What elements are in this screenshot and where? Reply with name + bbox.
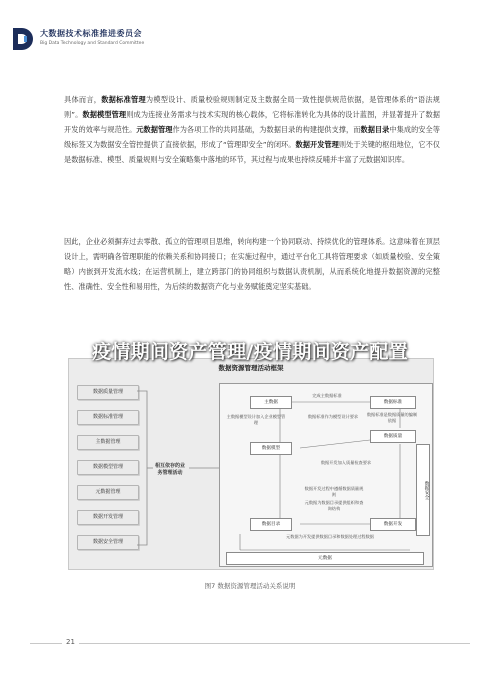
activity-quality: 数据质量管理	[77, 385, 139, 400]
paragraph1-text-1: 具体而言，	[64, 95, 102, 104]
node-data-standard: 数据标准	[370, 396, 416, 409]
framework-figure	[68, 358, 434, 570]
interdependent-activities-label: 相互依存的业务管理活动	[154, 463, 185, 476]
page-number: 21	[62, 638, 79, 646]
paragraph1-text-4: 作为各项工作的共同基础，为数据目录的构建提供支撑，而	[172, 125, 361, 134]
paragraph1-text-5: 中集成的安全等级标签又为数据安全管控提供了直接依据，形成了“管理即安全”的闭环。	[64, 125, 440, 149]
overlay-headline: 疫情期间资产管理/疫情期间资产配置	[91, 341, 409, 363]
figure-caption: 图7 数据资源管理活动关系说明	[204, 582, 296, 590]
organization-logo-icon	[10, 26, 36, 52]
note-master-standard: 完成主数据标准	[312, 393, 342, 398]
activity-metadata: 元数据管理	[77, 485, 139, 500]
note-metadata-catalog: 数据开发过程中遵循数据质量规则	[304, 486, 364, 497]
activity-security: 数据安全管理	[77, 535, 139, 550]
activity-relationship-diagram	[219, 383, 433, 567]
paragraph-management-system: 因此，企业必须摒弃过去零散、孤立的管理项目思维，转向构建一个协同联动、持续优化的管理体系。这意味着在顶层设计上，需明确各管理职能的依赖关系和协同接口；在实施过程中，通过平台化工具将管理要求（如质量校验、安全策略）内嵌到开发流水线；在运营机制上，建立跨部门的协同组织与数据认责机制，从而系统化地提升数据资源的完整性、准确性、安全性和易用性，为后续的数据资产化与业务赋能奠定坚实基础。	[64, 237, 440, 291]
note-model-design: 主数据模型设计加入企业模型管理	[226, 414, 286, 425]
paragraph-management-functions	[64, 92, 440, 167]
activity-model: 数据模型管理	[77, 460, 139, 475]
node-data-security: 数据安全	[416, 444, 430, 536]
activity-development: 数据开发管理	[77, 510, 139, 525]
note-quality-dev: 数据开发加入质量检查要求	[320, 460, 372, 465]
term-data-standard-management: 数据标准管理	[101, 95, 146, 104]
node-data-model: 数据模型	[250, 442, 292, 455]
paragraph1-text-2: 为模型设计、质量校验规则制定及主数据全局一致性提供规范依据，是管理体系的“语法规则”。	[64, 95, 440, 119]
term-data-catalog: 数据目录	[360, 125, 390, 134]
note-standard-quality: 数据标准是数据质量的编制依据	[366, 412, 418, 423]
node-master-data: 主数据	[250, 396, 292, 409]
management-activity-list	[77, 385, 137, 563]
activity-master-data: 主数据管理	[77, 435, 139, 450]
term-data-development-management: 数据开发管理	[295, 140, 339, 149]
organization-name-english: Big Data Technology and Standard Committee	[40, 41, 145, 46]
figure-title: 数据资源管理活动框架	[218, 364, 284, 372]
paragraph1-text-3: 则成为连接业务需求与技术实现的核心载体，它将标准转化为具体的设计蓝图，并显著提升了数据开发的效率与规范性。	[64, 110, 440, 134]
term-metadata-management: 元数据管理	[136, 125, 173, 134]
activity-standard: 数据标准管理	[77, 410, 139, 425]
node-data-catalog: 数据目录	[250, 518, 292, 531]
term-data-model-management: 数据模型管理	[82, 110, 127, 119]
node-metadata: 元数据	[226, 552, 424, 565]
node-data-quality: 数据质量	[370, 430, 416, 443]
organization-name: 大数据技术标准推进委员会	[40, 29, 142, 38]
note-catalog-structure: 元数据为数据目录提供组织和查询结构	[304, 500, 364, 511]
note-standard-model: 数据标准作为模型设计要求	[307, 414, 359, 419]
node-data-development: 数据开发	[370, 518, 416, 531]
note-metadata-development: 元数据为开发提供数据目录和数据处理过程数据	[286, 534, 374, 539]
footer-divider	[30, 643, 470, 644]
paragraph1-text-6: 则处于关键的枢纽地位，它不仅是数据标准、模型、质量规则与安全策略集中落地的环节，其过程与成果也持续反哺并丰富了元数据知识库。	[64, 140, 440, 164]
